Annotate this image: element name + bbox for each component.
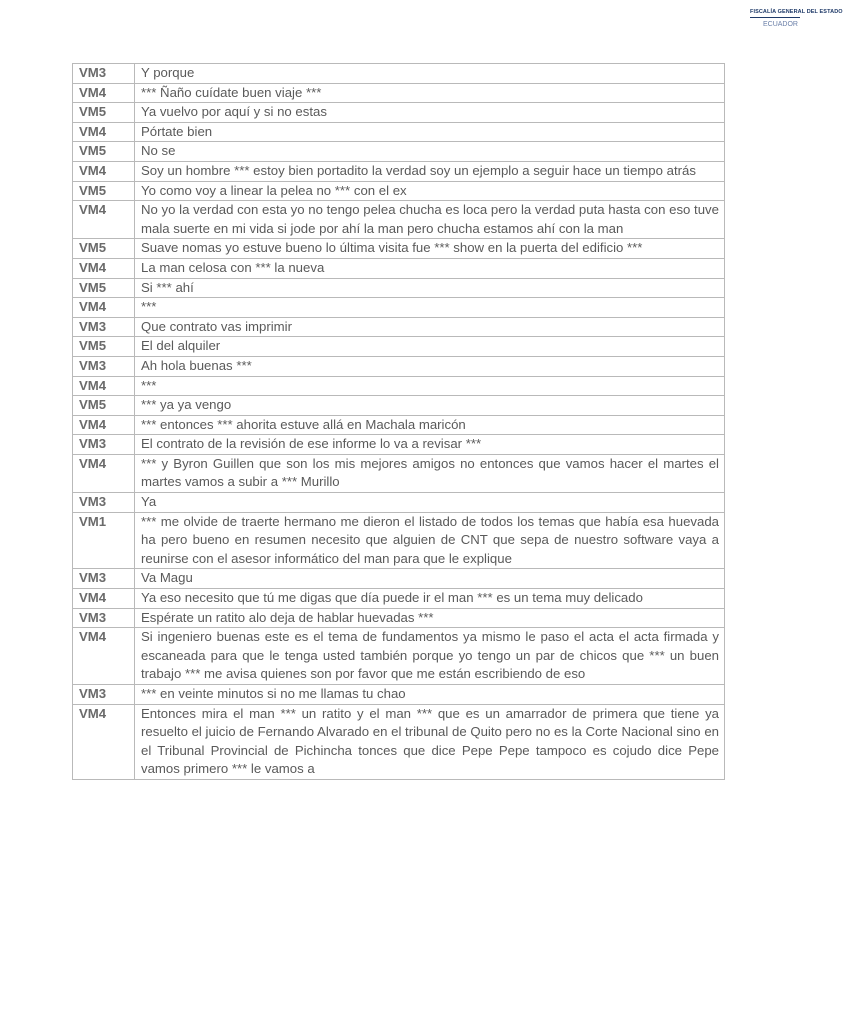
speaker-cell: VM5 bbox=[73, 278, 135, 298]
speaker-cell: VM3 bbox=[73, 493, 135, 513]
message-cell: Yo como voy a linear la pelea no *** con el ex bbox=[135, 181, 725, 201]
table-row bbox=[73, 512, 725, 569]
message-cell: *** en veinte minutos si no me llamas tu chao bbox=[135, 685, 725, 705]
table-row bbox=[73, 103, 725, 123]
speaker-cell: VM4 bbox=[73, 201, 135, 239]
table-row bbox=[73, 704, 725, 779]
speaker-cell: VM4 bbox=[73, 298, 135, 318]
speaker-cell: VM3 bbox=[73, 608, 135, 628]
message-cell: *** ya ya vengo bbox=[135, 396, 725, 416]
table-row bbox=[73, 396, 725, 416]
speaker-cell: VM4 bbox=[73, 376, 135, 396]
table-row bbox=[73, 298, 725, 318]
speaker-cell: VM5 bbox=[73, 181, 135, 201]
message-cell: *** bbox=[135, 298, 725, 318]
message-cell: Ah hola buenas *** bbox=[135, 356, 725, 376]
speaker-cell: VM4 bbox=[73, 415, 135, 435]
table-row bbox=[73, 122, 725, 142]
table-row bbox=[73, 201, 725, 239]
table-row bbox=[73, 239, 725, 259]
message-cell: El contrato de la revisión de ese informe lo va a revisar *** bbox=[135, 435, 725, 455]
table-row bbox=[73, 493, 725, 513]
speaker-cell: VM4 bbox=[73, 704, 135, 779]
logo-divider bbox=[750, 17, 800, 18]
speaker-cell: VM4 bbox=[73, 258, 135, 278]
message-cell: Pórtate bien bbox=[135, 122, 725, 142]
speaker-cell: VM3 bbox=[73, 317, 135, 337]
org-country: ECUADOR bbox=[762, 21, 798, 28]
table-row bbox=[73, 454, 725, 492]
table-row bbox=[73, 569, 725, 589]
message-cell: El del alquiler bbox=[135, 337, 725, 357]
speaker-cell: VM4 bbox=[73, 589, 135, 609]
org-name: FISCALÍA GENERAL DEL ESTADO bbox=[750, 9, 843, 15]
table-row bbox=[73, 317, 725, 337]
message-cell: No yo la verdad con esta yo no tengo pelea chucha es loca pero la verdad puta hasta con eso tuve mala suerte en mi vida si jode por ahí la man pero chucha estamos ahí con la man bbox=[135, 201, 725, 239]
speaker-cell: VM5 bbox=[73, 142, 135, 162]
speaker-cell: VM4 bbox=[73, 454, 135, 492]
message-cell: Va Magu bbox=[135, 569, 725, 589]
transcript-body bbox=[73, 64, 725, 780]
speaker-cell: VM5 bbox=[73, 396, 135, 416]
table-row bbox=[73, 142, 725, 162]
speaker-cell: VM4 bbox=[73, 628, 135, 685]
message-cell: Entonces mira el man *** un ratito y el man *** que es un amarrador de primera que tiene ya resuelto el juicio de Fernando Alvarado en el tribunal de Quito pero no es la Corte Nacional sino en el Tribunal Provincial de Pichincha tonces que dice Pepe Pepe tampoco es cojudo dice Pepe vamos primero *** le vamos a bbox=[135, 704, 725, 779]
speaker-cell: VM1 bbox=[73, 512, 135, 569]
message-cell: *** entonces *** ahorita estuve allá en Machala maricón bbox=[135, 415, 725, 435]
table-row bbox=[73, 181, 725, 201]
message-cell: *** y Byron Guillen que son los mis mejores amigos no entonces que vamos hacer el martes el martes vamos a subir a *** Murillo bbox=[135, 454, 725, 492]
table-row bbox=[73, 83, 725, 103]
header-logo bbox=[750, 8, 843, 29]
table-row bbox=[73, 589, 725, 609]
message-cell: *** Ñaño cuídate buen viaje *** bbox=[135, 83, 725, 103]
speaker-cell: VM4 bbox=[73, 83, 135, 103]
transcript-table bbox=[72, 63, 725, 780]
message-cell: Espérate un ratito alo deja de hablar huevadas *** bbox=[135, 608, 725, 628]
speaker-cell: VM4 bbox=[73, 161, 135, 181]
message-cell: Ya bbox=[135, 493, 725, 513]
message-cell: Si ingeniero buenas este es el tema de fundamentos ya mismo le paso el acta el acta firmada y escaneada para que le tenga usted también porque yo tengo un par de chicos que *** un buen trabajo *** me avisa quienes son por favor que me están escribiendo de eso bbox=[135, 628, 725, 685]
speaker-cell: VM5 bbox=[73, 337, 135, 357]
table-row bbox=[73, 161, 725, 181]
speaker-cell: VM5 bbox=[73, 239, 135, 259]
speaker-cell: VM3 bbox=[73, 569, 135, 589]
table-row bbox=[73, 608, 725, 628]
table-row bbox=[73, 415, 725, 435]
message-cell: Y porque bbox=[135, 64, 725, 84]
message-cell: Que contrato vas imprimir bbox=[135, 317, 725, 337]
message-cell: Ya eso necesito que tú me digas que día puede ir el man *** es un tema muy delicado bbox=[135, 589, 725, 609]
speaker-cell: VM3 bbox=[73, 64, 135, 84]
table-row bbox=[73, 337, 725, 357]
speaker-cell: VM3 bbox=[73, 435, 135, 455]
message-cell: Ya vuelvo por aquí y si no estas bbox=[135, 103, 725, 123]
table-row bbox=[73, 278, 725, 298]
message-cell: *** bbox=[135, 376, 725, 396]
message-cell: Si *** ahí bbox=[135, 278, 725, 298]
speaker-cell: VM4 bbox=[73, 122, 135, 142]
table-row bbox=[73, 685, 725, 705]
speaker-cell: VM5 bbox=[73, 103, 135, 123]
table-row bbox=[73, 628, 725, 685]
table-row bbox=[73, 356, 725, 376]
message-cell: Soy un hombre *** estoy bien portadito la verdad soy un ejemplo a seguir hace un tiempo atrás bbox=[135, 161, 725, 181]
message-cell: *** me olvide de traerte hermano me dieron el listado de todos los temas que había esa huevada ha pero bueno en resumen necesito que alguien de CNT que sepa de nuestro software vaya a reunirse con el asesor informático del man para que le explique bbox=[135, 512, 725, 569]
speaker-cell: VM3 bbox=[73, 356, 135, 376]
table-row bbox=[73, 376, 725, 396]
speaker-cell: VM3 bbox=[73, 685, 135, 705]
message-cell: La man celosa con *** la nueva bbox=[135, 258, 725, 278]
table-row bbox=[73, 258, 725, 278]
message-cell: Suave nomas yo estuve bueno lo última visita fue *** show en la puerta del edificio *** bbox=[135, 239, 725, 259]
table-row bbox=[73, 435, 725, 455]
table-row bbox=[73, 64, 725, 84]
message-cell: No se bbox=[135, 142, 725, 162]
